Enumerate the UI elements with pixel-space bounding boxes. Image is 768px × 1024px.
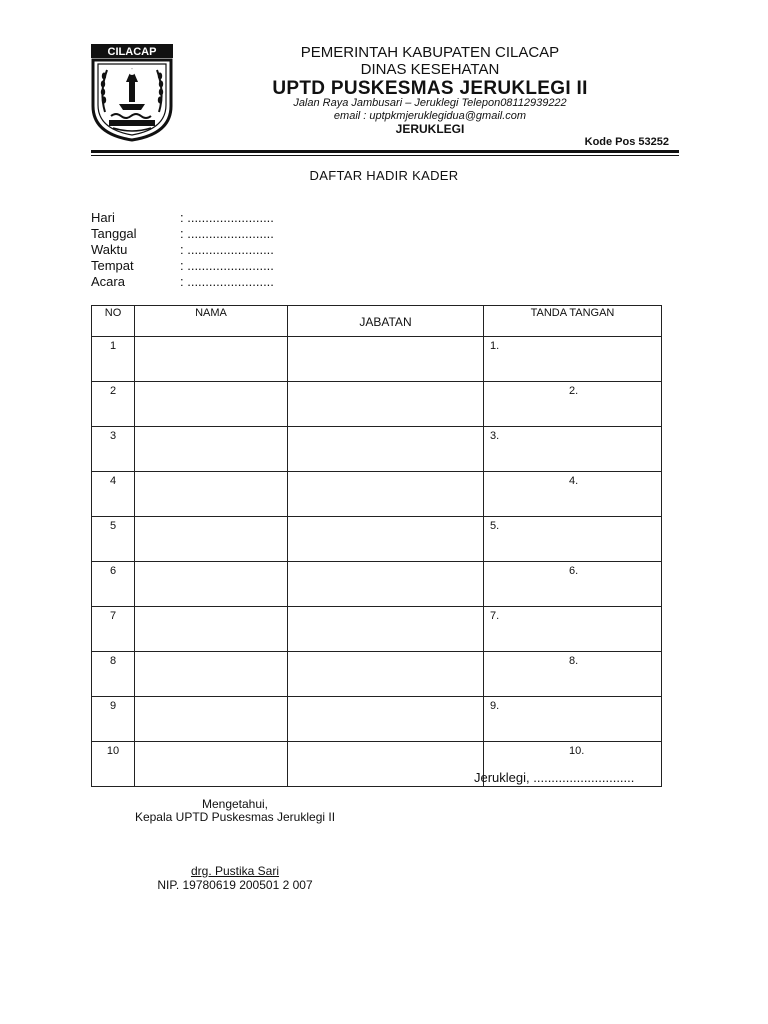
- table-header-row: [92, 306, 662, 337]
- header-nama: NAMA: [135, 306, 288, 337]
- signer-name: drg. Pustika Sari: [190, 864, 280, 878]
- position-cell[interactable]: [288, 697, 484, 742]
- row-number: 7: [92, 607, 135, 652]
- signature-number: 4.: [569, 475, 579, 487]
- city-name: JERUKLEGI: [395, 122, 465, 136]
- document-title: DAFTAR HADIR KADER: [309, 168, 459, 183]
- field-value: : ........................: [180, 258, 274, 273]
- row-number: 4: [92, 472, 135, 517]
- position-cell[interactable]: [288, 337, 484, 382]
- signature-cell[interactable]: [484, 652, 662, 697]
- address-phone: Jalan Raya Jambusari – Jeruklegi Telepon08112939222: [293, 97, 567, 109]
- table-row: [92, 337, 662, 382]
- table-row: [92, 607, 662, 652]
- email-address: email : uptpkmjeruklegidua@gmail.com: [333, 110, 527, 122]
- signature-cell[interactable]: [484, 607, 662, 652]
- field-value: : ........................: [180, 210, 274, 225]
- name-cell[interactable]: [135, 562, 288, 607]
- row-number: 6: [92, 562, 135, 607]
- field-label: Acara: [91, 274, 125, 289]
- table-row: [92, 562, 662, 607]
- field-acara: [91, 274, 274, 290]
- signer-title: Kepala UPTD Puskesmas Jeruklegi II: [134, 810, 336, 824]
- name-cell[interactable]: [135, 517, 288, 562]
- row-number: 1: [92, 337, 135, 382]
- letterhead-divider-thick: [91, 150, 679, 153]
- row-number: 8: [92, 652, 135, 697]
- signer-name-line: [0, 864, 470, 878]
- table-row: [92, 652, 662, 697]
- signature-cell[interactable]: [484, 337, 662, 382]
- position-cell[interactable]: [288, 517, 484, 562]
- field-tanggal: [91, 226, 274, 242]
- table-row: [92, 517, 662, 562]
- signature-number: 7.: [490, 610, 500, 622]
- signature-number: 2.: [569, 385, 579, 397]
- government-name: PEMERINTAH KABUPATEN CILACAP: [300, 44, 560, 61]
- name-cell[interactable]: [135, 472, 288, 517]
- field-label: Tanggal: [91, 226, 137, 241]
- name-cell[interactable]: [135, 607, 288, 652]
- cilacap-coat-of-arms-logo: [89, 42, 175, 142]
- position-cell[interactable]: [288, 742, 484, 787]
- signature-number: 1.: [490, 340, 500, 352]
- field-label: Hari: [91, 210, 115, 225]
- department-name: DINAS KESEHATAN: [360, 61, 500, 78]
- signature-number: 10.: [569, 745, 585, 757]
- signature-cell[interactable]: [484, 697, 662, 742]
- institution-name: UPTD PUSKESMAS JERUKLEGI II: [272, 78, 588, 99]
- acknowledged-label: Mengetahui,: [201, 797, 269, 811]
- logo-text: CILACAP: [107, 46, 157, 58]
- row-number: 5: [92, 517, 135, 562]
- signature-cell[interactable]: [484, 427, 662, 472]
- signature-cell[interactable]: [484, 382, 662, 427]
- position-cell[interactable]: [288, 427, 484, 472]
- postal-code: Kode Pos 53252: [584, 136, 669, 148]
- header-jabatan: JABATAN: [288, 306, 484, 337]
- signature-number: 3.: [490, 430, 500, 442]
- name-cell[interactable]: [135, 742, 288, 787]
- signature-number: 9.: [490, 700, 500, 712]
- field-hari: [91, 210, 274, 226]
- signer-nip: NIP. 19780619 200501 2 007: [157, 878, 313, 892]
- position-cell[interactable]: [288, 607, 484, 652]
- name-cell[interactable]: [135, 337, 288, 382]
- row-number: 9: [92, 697, 135, 742]
- field-value: : ........................: [180, 242, 274, 257]
- field-waktu: [91, 242, 274, 258]
- header-tanda-tangan: TANDA TANGAN: [484, 306, 662, 337]
- field-tempat: [91, 258, 274, 274]
- position-cell[interactable]: [288, 562, 484, 607]
- signature-number: 8.: [569, 655, 579, 667]
- field-label: Waktu: [91, 242, 128, 257]
- attendance-table: [91, 305, 662, 787]
- table-row: [92, 382, 662, 427]
- letterhead-divider-thin: [91, 155, 679, 156]
- signature-cell[interactable]: [484, 562, 662, 607]
- position-cell[interactable]: [288, 382, 484, 427]
- table-row: [92, 427, 662, 472]
- row-number: 2: [92, 382, 135, 427]
- row-number: 3: [92, 427, 135, 472]
- name-cell[interactable]: [135, 382, 288, 427]
- position-cell[interactable]: [288, 652, 484, 697]
- table-row: [92, 472, 662, 517]
- field-label: Tempat: [91, 258, 134, 273]
- signature-number: 6.: [569, 565, 579, 577]
- place-date-line: Jeruklegi, ............................: [474, 770, 635, 785]
- position-cell[interactable]: [288, 472, 484, 517]
- signature-cell[interactable]: [484, 517, 662, 562]
- signature-number: 5.: [490, 520, 500, 532]
- signature-cell[interactable]: [484, 472, 662, 517]
- field-value: : ........................: [180, 274, 274, 289]
- table-row: [92, 697, 662, 742]
- name-cell[interactable]: [135, 652, 288, 697]
- row-number: 10: [92, 742, 135, 787]
- header-no: NO: [92, 306, 135, 337]
- name-cell[interactable]: [135, 697, 288, 742]
- field-value: : ........................: [180, 226, 274, 241]
- name-cell[interactable]: [135, 427, 288, 472]
